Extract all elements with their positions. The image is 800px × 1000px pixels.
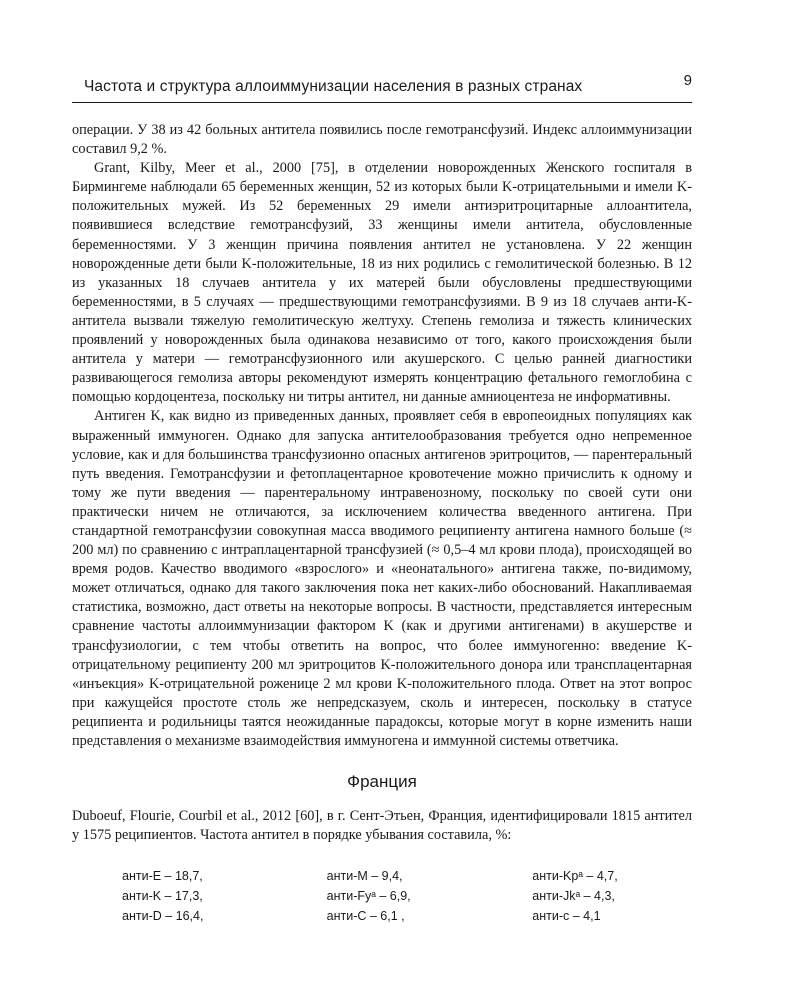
section-heading: Франция xyxy=(347,772,417,791)
list-item: анти-Fyᵃ – 6,9, xyxy=(326,889,411,903)
paragraph: Grant, Kilby, Meer et al., 2000 [75], в отделении новорожденных Женского госпиталя в Бирмингеме наблюдали 65 беременных женщин, 52 из которых были K-отрицательными и имели K-положительных мужей. Из 52 беременных 29 имели антиэритроцитарные аллоантитела, появившиеся вследствие гемотрансфузий, 33 женщины имели антитела, обусловленные беременностями. У 3 женщин причина появления антител не установлена. У 22 женщин новорожденные дети были K-положительные, 18 из них родились с гемолитической болезнью. В 12 из указанных 18 случаев антитела у их матерей были обусловлены предшествующими беременностями, в 5 случаях — предшествующими гемотрансфузиями. В 9 из 18 случаев анти-K-антитела вызвали тяжелую гемолитическую желтуху. Степень гемолиза и тяжесть клинических проявлений у новорожденных была одинакова независимо от того, какого происхождения были антитела у матери — гемотрансфузионного или акушерского. С целью ранней диагностики развивающегося гемолиза авторы рекомендуют измерять концентрацию фетального гемоглобина с помощью кордоцентеза, поскольку ни титры антител, ни данные амниоцентеза не информативны. xyxy=(72,160,692,406)
list-item: анти-Kpᵃ – 4,7, xyxy=(532,869,618,883)
body-text xyxy=(72,121,692,751)
page-number: 9 xyxy=(683,72,692,89)
list-item: анти-C – 6,1 , xyxy=(326,909,405,923)
list-item: анти-E – 18,7, xyxy=(122,869,203,883)
list-row xyxy=(122,866,682,886)
paragraph: операции. У 38 из 42 больных антитела появились после гемотрансфузий. Индекс аллоиммунизации составил 9,2 %. xyxy=(72,122,692,158)
page-header xyxy=(72,72,692,103)
list-item: анти-Jkᵃ – 4,3, xyxy=(532,889,615,903)
list-row xyxy=(122,886,682,906)
running-title: Частота и структура аллоиммунизации населения в разных странах xyxy=(84,78,583,95)
paragraph: Duboeuf, Flourie, Courbil et al., 2012 [60], в г. Сент-Этьен, Франция, идентифицировали 1815 антител у 1575 реципиентов. Частота антител в порядке убывания составила, %: xyxy=(72,808,692,844)
list-item: анти-K – 17,3, xyxy=(122,889,203,903)
section-intro xyxy=(72,807,692,845)
list-row xyxy=(122,906,682,926)
paragraph: Антиген K, как видно из приведенных данных, проявляет себя в европеоидных популяциях как выраженный иммуноген. Однако для запуска антителообразования требуется одно непременное условие, как и для большинства трансфузионно опасных антигенов эритроцитов, — парентеральный путь введения. Гемотрансфузии и фетоплацентарное кровотечение можно причислить к одному и тому же пути введения — парентеральному интравенозному, поскольку по своей сути они практически ничем не отличаются, за исключением количества введенного антигена. При стандартной гемотрансфузии совокупная масса вводимого реципиенту антигена намного больше (≈ 200 мл) по сравнению с интраплацентарной трансфузией (≈ 0,5–4 мл крови плода), происходящей во время родов. Качество вводимого «взрослого» и «неонатального» антигена также, по-видимому, может отличаться, однако для такого заключения пока нет каких-либо обоснований. Накапливаемая статистика, возможно, даст ответы на некоторые вопросы. В частности, представляется интересным сравнение частоты аллоиммунизации фактором K (как и другими антигенами) в акушерстве и трансфузиологии, с тем чтобы ответить на вопрос, что более иммуногенно: введение K-отрицательному реципиенту 200 мл эритроцитов K-положительного донора или трансплацентарная «инъекция» K-отрицательной роженице 2 мл крови K-положительного плода. Ответ на этот вопрос при кажущейся простоте столь же непредсказуем, сколь и интересен, поскольку в статусе реципиента и родильницы таятся неожиданные парадоксы, которые могут в корне изменить наши представления о механизме взаимодействия иммуногена и иммунной системы ответчика. xyxy=(72,408,692,749)
list-item: анти-D – 16,4, xyxy=(122,909,204,923)
list-item: анти-c – 4,1 xyxy=(532,909,601,923)
antibody-list xyxy=(122,866,682,926)
list-item: анти-M – 9,4, xyxy=(326,869,403,883)
